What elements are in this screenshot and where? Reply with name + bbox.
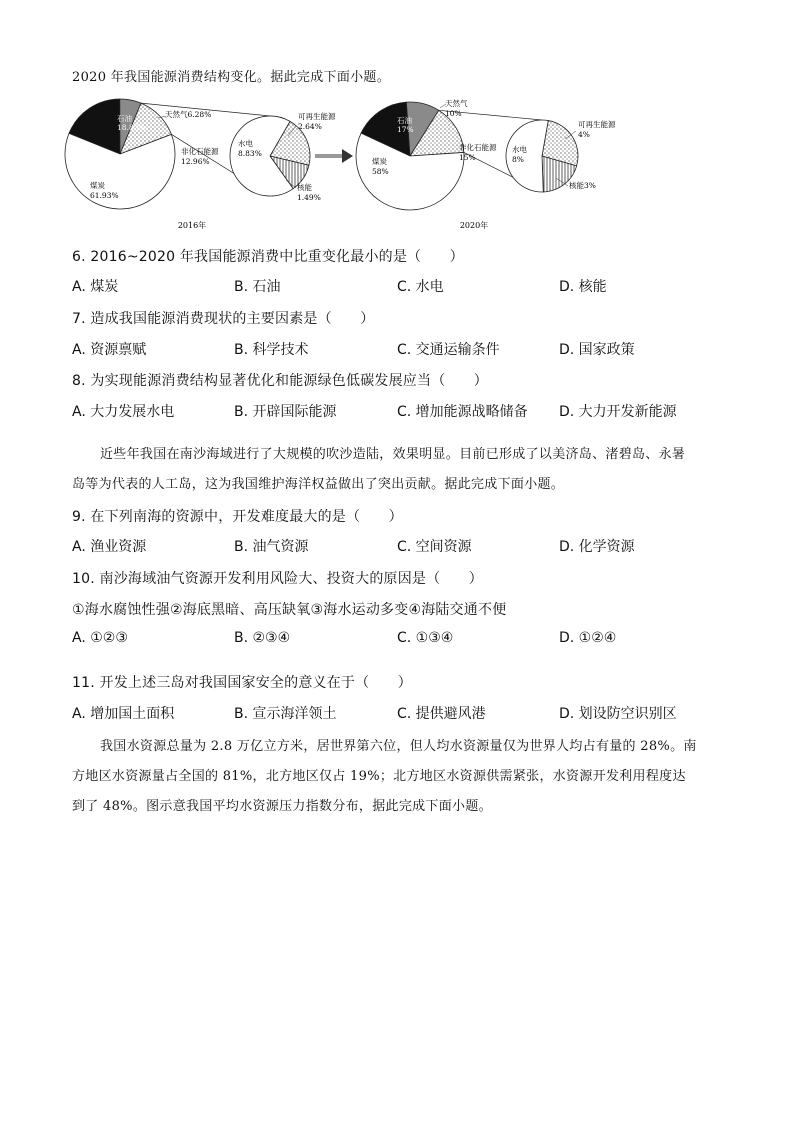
- caption-2020: 2020年: [459, 221, 489, 230]
- value-nuclear: 核能3%: [569, 181, 596, 190]
- value-coal: 58%: [372, 167, 389, 176]
- q10-option-d[interactable]: D. ①②④: [559, 630, 617, 646]
- value-nonfossil: 15%: [459, 153, 476, 162]
- question-11-stem: 11. 开发上述三岛对我国国家安全的意义在于（ ）: [72, 675, 412, 691]
- value-oil: 17%: [397, 125, 414, 134]
- value-coal: 61.93%: [90, 191, 119, 200]
- question-10-stem: 10. 南沙海域油气资源开发利用风险大、投资大的原因是（ ）: [72, 571, 483, 587]
- question-9-stem: 9. 在下列南海的资源中，开发难度最大的是（ ）: [72, 509, 403, 525]
- value-gas: 10%: [445, 109, 462, 118]
- passage3-line2: 方地区水资源量占全国的 81%，北方地区仅占 19%；北方地区水资源供需紧张，水资源开发利用程度达: [72, 769, 686, 784]
- label-nuclear: 核能: [297, 183, 312, 192]
- label-coal: 煤炭: [372, 157, 387, 166]
- value-renewable: 4%: [578, 130, 590, 139]
- q10-option-a[interactable]: A. ①②③: [72, 630, 128, 646]
- q7-option-d[interactable]: D. 国家政策: [559, 342, 635, 358]
- q10-option-c[interactable]: C. ①③④: [397, 630, 454, 646]
- q6-option-c[interactable]: C. 水电: [397, 279, 444, 295]
- value-hydro: 8%: [512, 155, 524, 164]
- question-7-stem: 7. 造成我国能源消费现状的主要因素是（ ）: [72, 311, 375, 327]
- caption-2016: 2016年: [177, 221, 207, 230]
- value-oil: 18.83%: [117, 123, 146, 132]
- q9-option-d[interactable]: D. 化学资源: [559, 539, 635, 555]
- q9-option-b[interactable]: B. 油气资源: [234, 539, 309, 555]
- value-hydro: 8.83%: [238, 149, 262, 158]
- q7-option-a[interactable]: A. 资源禀赋: [72, 342, 147, 358]
- q6-option-b[interactable]: B. 石油: [234, 279, 281, 295]
- label-hydro: 水电: [238, 139, 253, 148]
- label-oil: 石油: [117, 114, 132, 123]
- q6-option-a[interactable]: A. 煤炭: [72, 279, 119, 295]
- question-10-statements: ①海水腐蚀性强②海底黑暗、高压缺氧③海水运动多变④海陆交通不便: [72, 602, 507, 618]
- q8-option-b[interactable]: B. 开辟国际能源: [234, 404, 337, 420]
- chart-2016: [65, 99, 336, 209]
- label-renewable: 可再生能源: [298, 112, 336, 121]
- value-nuclear: 1.49%: [297, 193, 321, 202]
- label-nonfossil: 非化石能源: [181, 147, 219, 156]
- value-renewable: 2.64%: [298, 122, 322, 131]
- energy-pie-charts: [60, 96, 660, 236]
- question-8-stem: 8. 为实现能源消费结构显著优化和能源绿色低碳发展应当（ ）: [72, 373, 489, 389]
- arrow-icon: [315, 149, 353, 163]
- label-gas: 天然气: [445, 99, 468, 108]
- q7-option-b[interactable]: B. 科学技术: [234, 342, 309, 358]
- q11-option-c[interactable]: C. 提供避风港: [397, 706, 486, 722]
- q9-option-a[interactable]: A. 渔业资源: [72, 539, 147, 555]
- value-nonfossil: 12.96%: [181, 157, 210, 166]
- q8-option-a[interactable]: A. 大力发展水电: [72, 404, 175, 420]
- q8-option-c[interactable]: C. 增加能源战略储备: [397, 404, 528, 420]
- chart-2020: [356, 98, 616, 210]
- passage3-line3: 到了 48%。图示意我国平均水资源压力指数分布，据此完成下面小题。: [72, 799, 492, 814]
- label-nonfossil: 非化石能源: [459, 143, 497, 152]
- q10-option-b[interactable]: B. ②③④: [234, 630, 291, 646]
- label-hydro: 水电: [512, 145, 527, 154]
- q6-option-d[interactable]: D. 核能: [559, 279, 607, 295]
- q11-option-d[interactable]: D. 划设防空识别区: [559, 706, 677, 722]
- q11-option-b[interactable]: B. 宣示海洋领土: [234, 706, 337, 722]
- intro-text: 2020 年我国能源消费结构变化。据此完成下面小题。: [72, 70, 391, 85]
- label-oil: 石油: [397, 116, 412, 125]
- label-gas: 天然气6.28%: [165, 110, 212, 119]
- passage3-line1: 我国水资源总量为 2.8 万亿立方米，居世界第六位，但人均水资源量仅为世界人均占有量的 28%。南: [100, 739, 697, 754]
- q7-option-c[interactable]: C. 交通运输条件: [397, 342, 500, 358]
- label-coal: 煤炭: [90, 181, 105, 190]
- q9-option-c[interactable]: C. 空间资源: [397, 539, 472, 555]
- label-renewable: 可再生能源: [578, 120, 616, 129]
- passage2-line1: 近些年我国在南沙海域进行了大规模的吹沙造陆，效果明显。目前已形成了以美济岛、渚碧岛、永暑: [100, 447, 686, 462]
- passage2-line2: 岛等为代表的人工岛，这为我国维护海洋权益做出了突出贡献。据此完成下面小题。: [72, 477, 565, 492]
- q11-option-a[interactable]: A. 增加国土面积: [72, 706, 175, 722]
- question-6-stem: 6. 2016~2020 年我国能源消费中比重变化最小的是（ ）: [72, 249, 464, 265]
- q8-option-d[interactable]: D. 大力开发新能源: [559, 404, 677, 420]
